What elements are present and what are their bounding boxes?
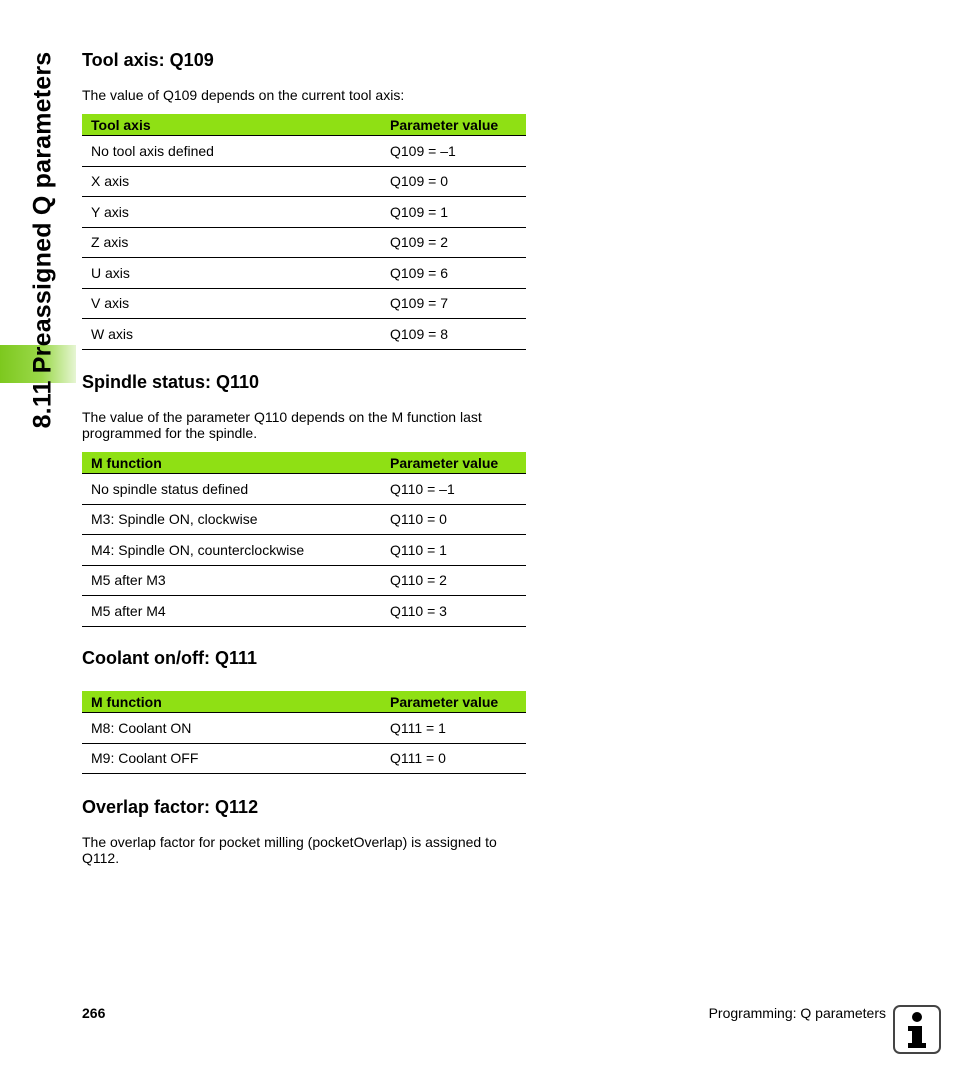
table-row bbox=[82, 535, 526, 566]
heading-coolant: Coolant on/off: Q111 bbox=[82, 648, 258, 668]
table-row bbox=[82, 474, 526, 505]
table-cell: Q111 = 0 bbox=[381, 743, 526, 774]
chapter-side-title: 8.11 Preassigned Q parameters bbox=[28, 51, 57, 429]
table-row bbox=[82, 504, 526, 535]
table-cell: M5 after M3 bbox=[82, 565, 381, 596]
column-header: Parameter value bbox=[381, 452, 526, 474]
table-cell: Q110 = 2 bbox=[381, 565, 526, 596]
table-cell: M3: Spindle ON, clockwise bbox=[82, 504, 381, 535]
table-row bbox=[82, 288, 526, 319]
table-cell: Q110 = 1 bbox=[381, 535, 526, 566]
table-row bbox=[82, 197, 526, 228]
table-cell: No spindle status defined bbox=[82, 474, 381, 505]
table-tool-axis bbox=[82, 114, 526, 350]
footer-chapter-title: Programming: Q parameters bbox=[708, 1005, 886, 1021]
table-cell: No tool axis defined bbox=[82, 136, 381, 167]
table-row bbox=[82, 227, 526, 258]
column-header: Parameter value bbox=[381, 691, 526, 713]
heading-overlap-factor: Overlap factor: Q112 bbox=[82, 797, 259, 817]
table-cell: Q110 = –1 bbox=[381, 474, 526, 505]
table-cell: Q109 = 1 bbox=[381, 197, 526, 228]
heading-spindle-status: Spindle status: Q110 bbox=[82, 372, 260, 392]
page-number: 266 bbox=[82, 1005, 106, 1021]
table-header bbox=[82, 691, 526, 713]
table-cell: M9: Coolant OFF bbox=[82, 743, 381, 774]
table-row bbox=[82, 565, 526, 596]
table-cell: Q109 = 6 bbox=[381, 258, 526, 289]
column-header: M function bbox=[82, 691, 381, 713]
table-spindle-status bbox=[82, 452, 526, 627]
info-icon bbox=[893, 1005, 941, 1054]
table-row bbox=[82, 743, 526, 774]
table-header bbox=[82, 114, 526, 136]
table-cell: Q110 = 3 bbox=[381, 596, 526, 627]
intro-spindle-status: The value of the parameter Q110 depends on the M function last programmed for the spindle. bbox=[82, 409, 482, 441]
table-coolant bbox=[82, 691, 526, 774]
table-cell: M8: Coolant ON bbox=[82, 713, 381, 744]
table-cell: Q109 = 8 bbox=[381, 319, 526, 350]
table-row bbox=[82, 596, 526, 627]
column-header: Tool axis bbox=[82, 114, 381, 136]
table-row bbox=[82, 319, 526, 350]
table-cell: Q109 = –1 bbox=[381, 136, 526, 167]
info-glyph bbox=[895, 1007, 939, 1052]
intro-tool-axis: The value of Q109 depends on the current tool axis: bbox=[82, 87, 405, 103]
table-cell: U axis bbox=[82, 258, 381, 289]
heading-tool-axis: Tool axis: Q109 bbox=[82, 50, 214, 70]
column-header: M function bbox=[82, 452, 381, 474]
table-row bbox=[82, 136, 526, 167]
table-cell: W axis bbox=[82, 319, 381, 350]
table-cell: Q111 = 1 bbox=[381, 713, 526, 744]
table-cell: Q109 = 0 bbox=[381, 166, 526, 197]
table-row bbox=[82, 258, 526, 289]
table-row bbox=[82, 713, 526, 744]
table-cell: Q109 = 7 bbox=[381, 288, 526, 319]
table-cell: Q109 = 2 bbox=[381, 227, 526, 258]
table-cell: Z axis bbox=[82, 227, 381, 258]
table-cell: M5 after M4 bbox=[82, 596, 381, 627]
table-cell: M4: Spindle ON, counterclockwise bbox=[82, 535, 381, 566]
column-header: Parameter value bbox=[381, 114, 526, 136]
table-header bbox=[82, 452, 526, 474]
table-cell: Q110 = 0 bbox=[381, 504, 526, 535]
table-cell: X axis bbox=[82, 166, 381, 197]
table-cell: V axis bbox=[82, 288, 381, 319]
intro-overlap-factor: The overlap factor for pocket milling (pocketOverlap) is assigned to Q112. bbox=[82, 834, 497, 866]
table-row bbox=[82, 166, 526, 197]
table-cell: Y axis bbox=[82, 197, 381, 228]
